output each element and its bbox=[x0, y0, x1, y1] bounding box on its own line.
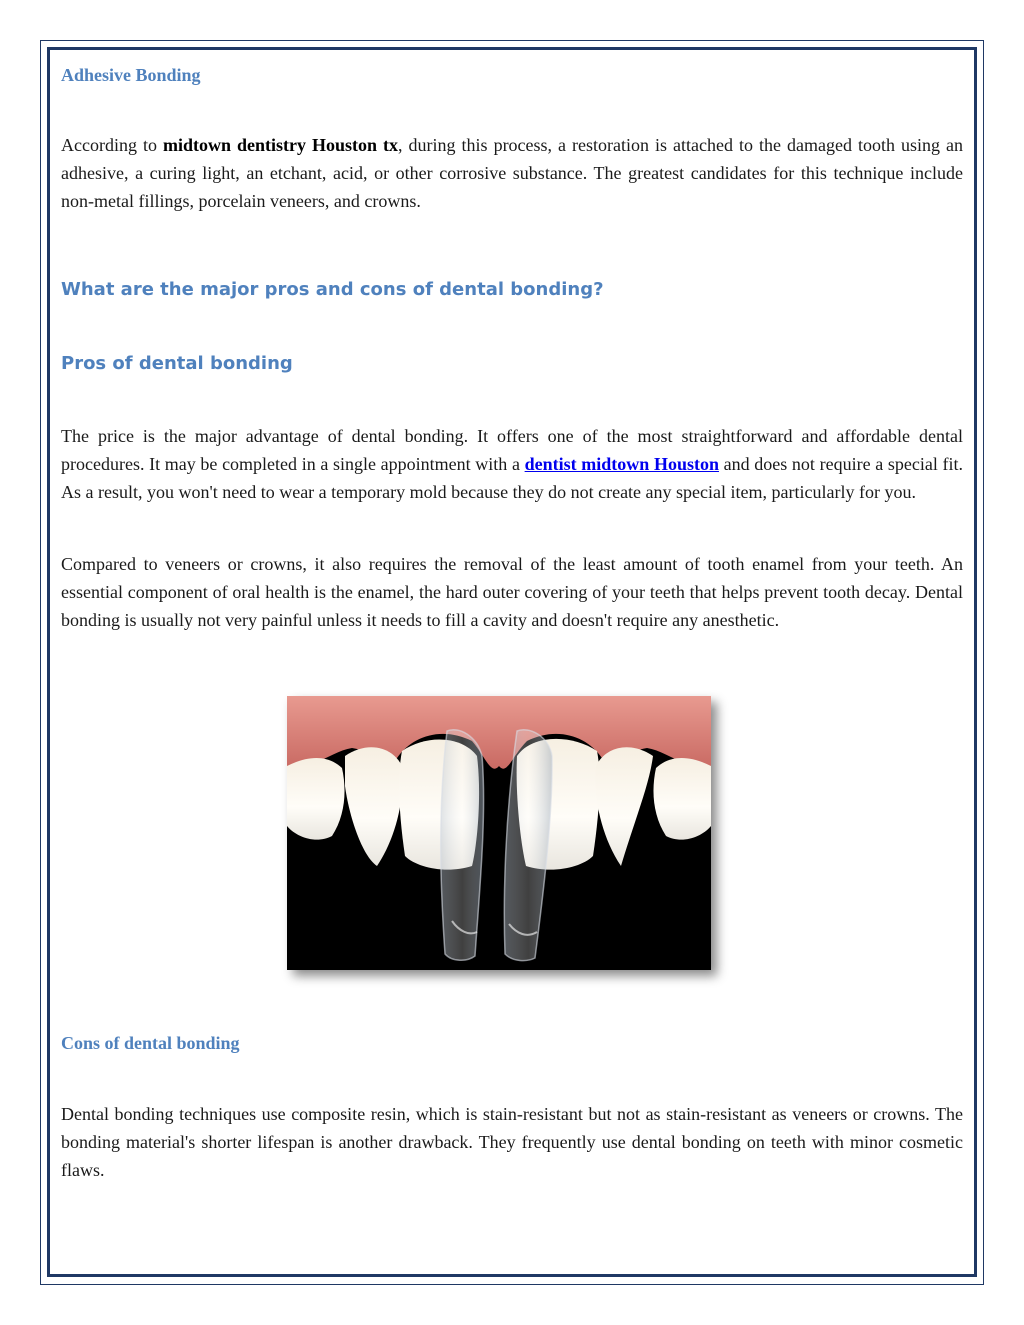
pros-paragraph-2: Compared to veneers or crowns, it also requires the removal of the least amount of tooth enamel from your teeth. An essential component of oral health is the enamel, the hard outer covering of your teeth that helps prevent tooth decay. Dental bonding is usually not very painful unless it needs to fill a cavity and doesn't require any anesthetic. bbox=[61, 554, 963, 630]
dental-veneers-photo bbox=[287, 696, 711, 970]
dentist-midtown-houston-link[interactable]: dentist midtown Houston bbox=[524, 454, 719, 474]
adhesive-bonding-heading: Adhesive Bonding bbox=[61, 65, 201, 85]
para-bold-text: midtown dentistry Houston tx bbox=[163, 135, 399, 155]
adhesive-bonding-paragraph bbox=[61, 131, 963, 215]
para-text: The price is the major advantage of dental bonding. It offers one of the most straightforward and affordable dental procedures. It may be completed in a single appointment with a bbox=[61, 426, 963, 474]
cons-heading: Cons of dental bonding bbox=[61, 1033, 240, 1053]
teeth-illustration bbox=[287, 696, 711, 970]
pros-heading: Pros of dental bonding bbox=[61, 353, 293, 374]
para-text: According to bbox=[61, 135, 163, 155]
para-text: and does not require a special fit. As a result, you won't need to wear a temporary mold because they do not create any special item, particularly for you. bbox=[61, 454, 963, 502]
page-border-inner bbox=[47, 47, 977, 1277]
cons-paragraph: Dental bonding techniques use composite resin, which is stain-resistant but not as stain-resistant as veneers or crowns. The bonding material's shorter lifespan is another drawback. They frequently use dental bonding on teeth with minor cosmetic flaws. bbox=[61, 1104, 963, 1180]
pros-cons-heading: What are the major pros and cons of dental bonding? bbox=[61, 279, 604, 300]
para-text: , during this process, a restoration is attached to the damaged tooth using an adhesive, a curing light, an etchant, acid, or other corrosive substance. The greatest candidates for this technique include non-metal fillings, porcelain veneers, and crowns. bbox=[61, 135, 963, 211]
pros-paragraph-1 bbox=[61, 422, 963, 506]
